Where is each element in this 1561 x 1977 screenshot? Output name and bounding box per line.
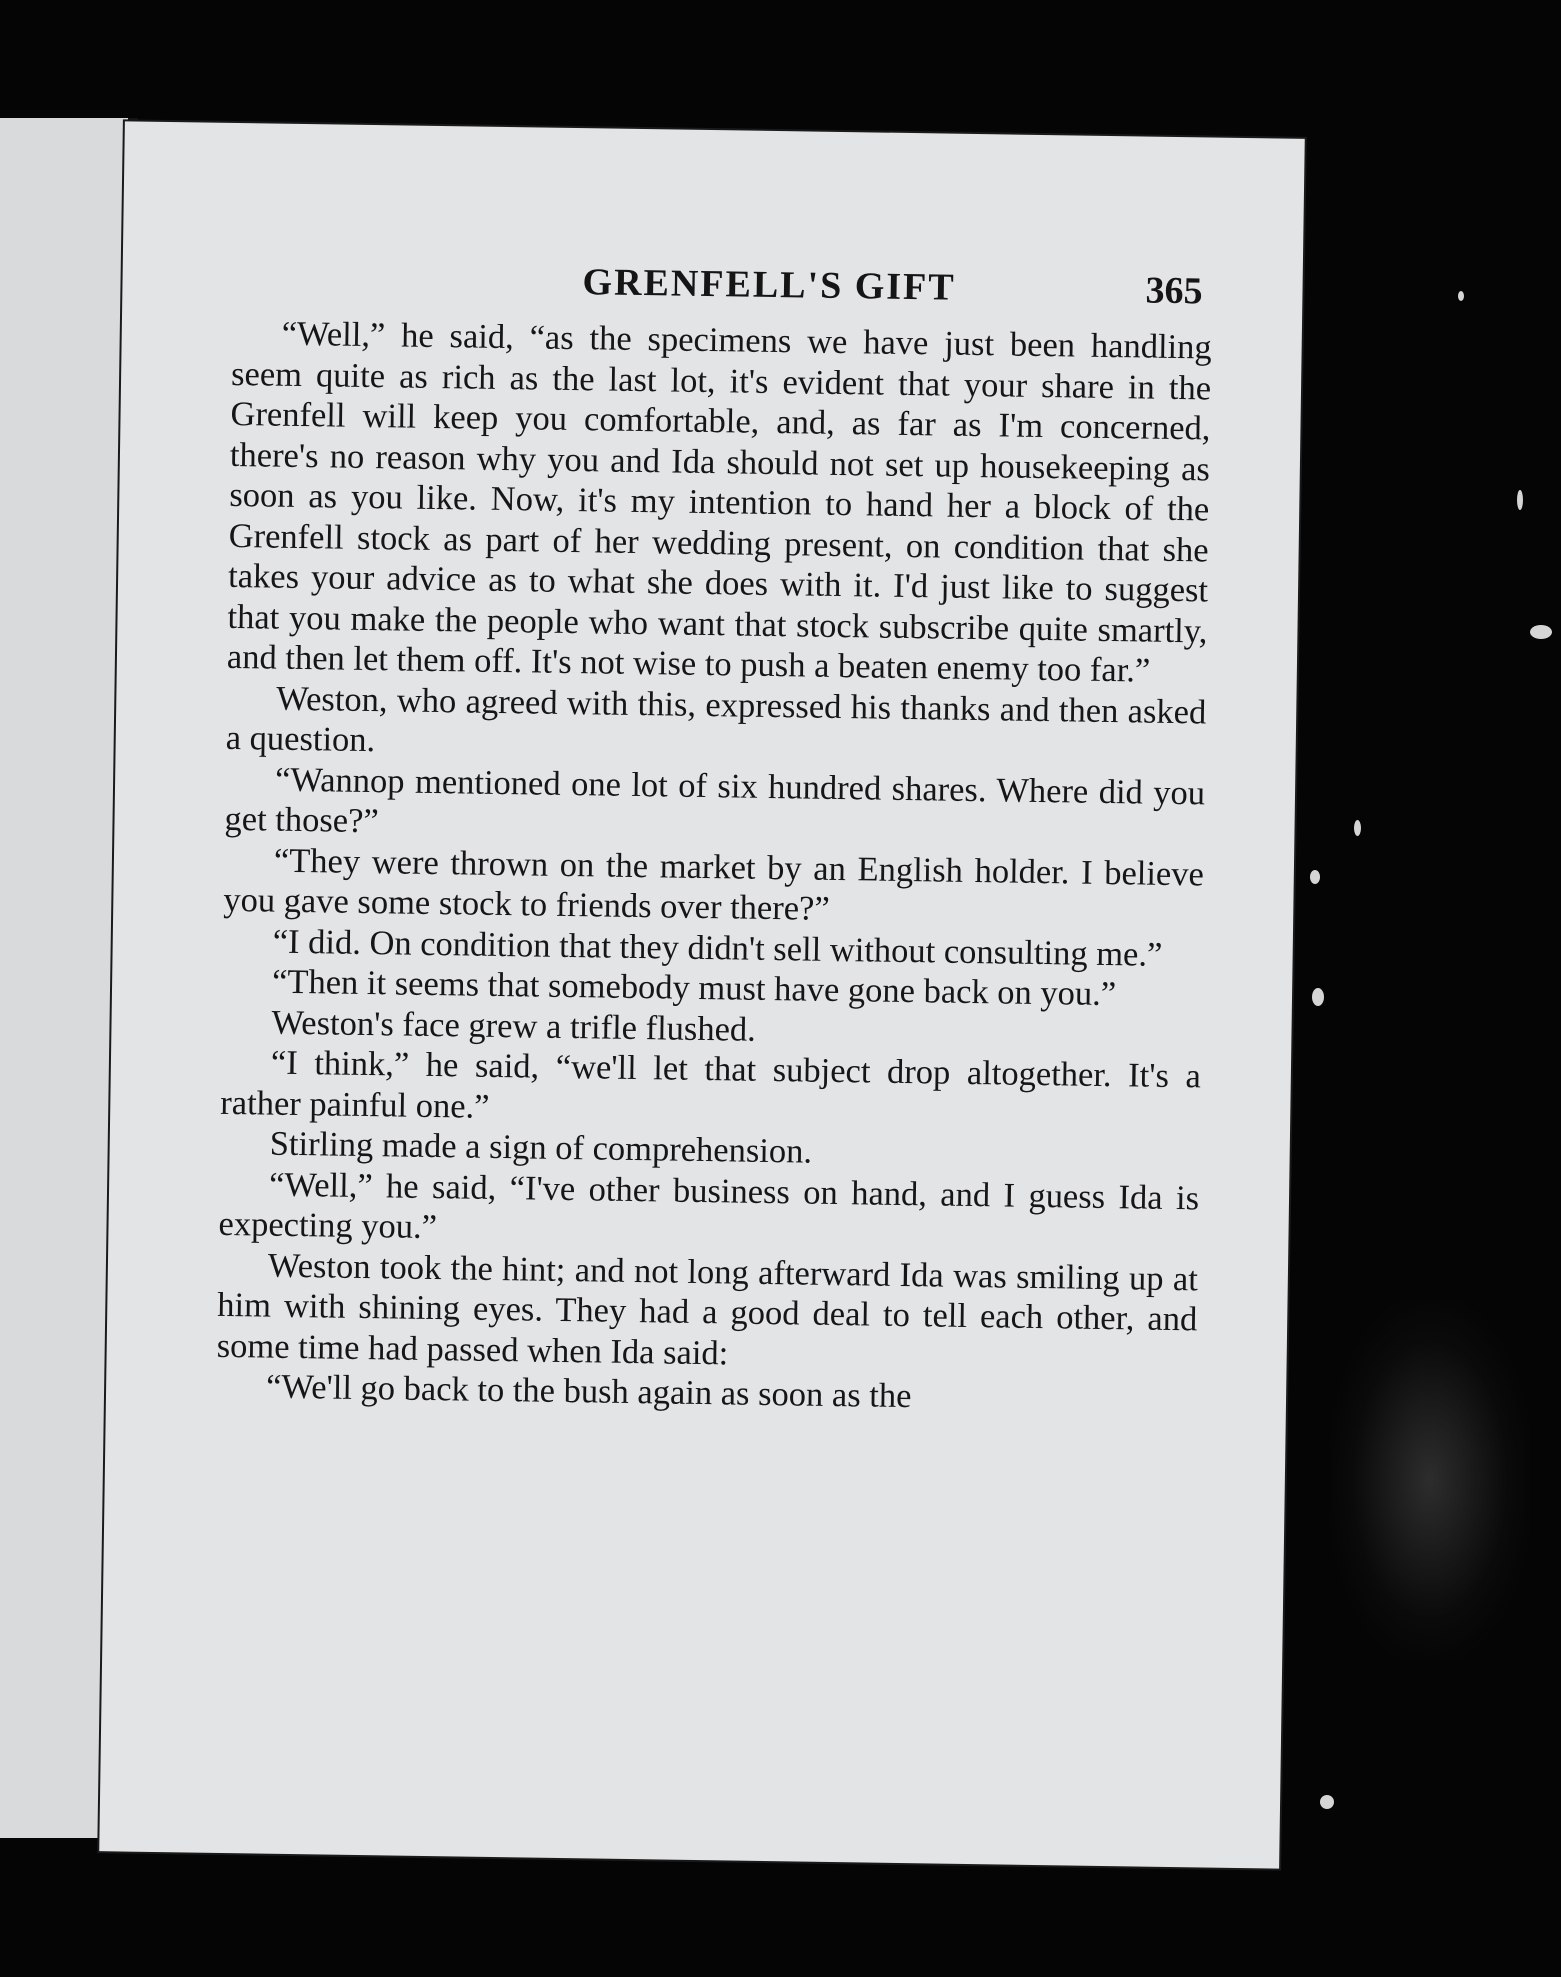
paragraph: Weston, who agreed with this, expressed his thanks and then asked a question. [225, 679, 1207, 760]
running-head: GRENFELL'S GIFT [582, 261, 956, 309]
paragraph: Stirling made a sign of comprehension. [269, 1124, 813, 1171]
dust-speck [1354, 820, 1361, 836]
paragraph: “Wannop mentioned one lot of six hundred shares. Where did you get those?” [224, 760, 1206, 841]
dust-speck [1458, 291, 1464, 301]
paragraph: “We'll go back to the bush again as soon as the [265, 1367, 912, 1416]
dust-speck [1320, 1795, 1334, 1809]
paragraph: “I did. On condition that they didn't sell without consulting me.” [272, 922, 1163, 974]
dust-speck [1312, 988, 1324, 1006]
paragraph: “Well,” he said, “I've other business on hand, and I guess Ida is expecting you.” [218, 1165, 1200, 1247]
dust-speck [1530, 625, 1552, 639]
page-header [232, 243, 1203, 317]
dust-speck [1517, 490, 1523, 510]
scan-haze [1330, 1300, 1530, 1660]
paragraph: “They were thrown on the market by an English holder. I believe you gave some stock to friends over there?” [223, 841, 1205, 928]
paragraph: Weston took the hint; and not long afterward Ida was smiling up at him with shining eyes. They had a good deal to tell each other, and some time had passed when Ida said: [216, 1246, 1199, 1372]
paragraph: “Then it seems that somebody must have gone back on you.” [271, 962, 1117, 1014]
dust-speck [1310, 870, 1320, 884]
page-number: 365 [1145, 269, 1203, 313]
paragraph: “I think,” he said, “we'll let that subject drop altogether. It's a rather painful one.” [220, 1043, 1202, 1126]
book-page [99, 121, 1305, 1868]
body-text [216, 313, 1212, 1421]
paragraph: “Well,” he said, “as the specimens we have just been handling seem quite as rich as the last lot, it's evident that your share in the Grenfell will keep you comfortable, and, as far as I'm concerned, there's no reason why you and Ida should not set up housekeeping as soon as you like. Now, it's my intention to hand her a block of the Grenfell stock as part of her wedding present, on condition that she takes your advice as to what she does with it. I'd just like to suggest that you make the people who want that stock subscribe quite smartly, and then let them off. It's not wise to push a beaten enemy too far.” [226, 314, 1212, 690]
paragraph: Weston's face grew a trifle flushed. [271, 1003, 757, 1049]
